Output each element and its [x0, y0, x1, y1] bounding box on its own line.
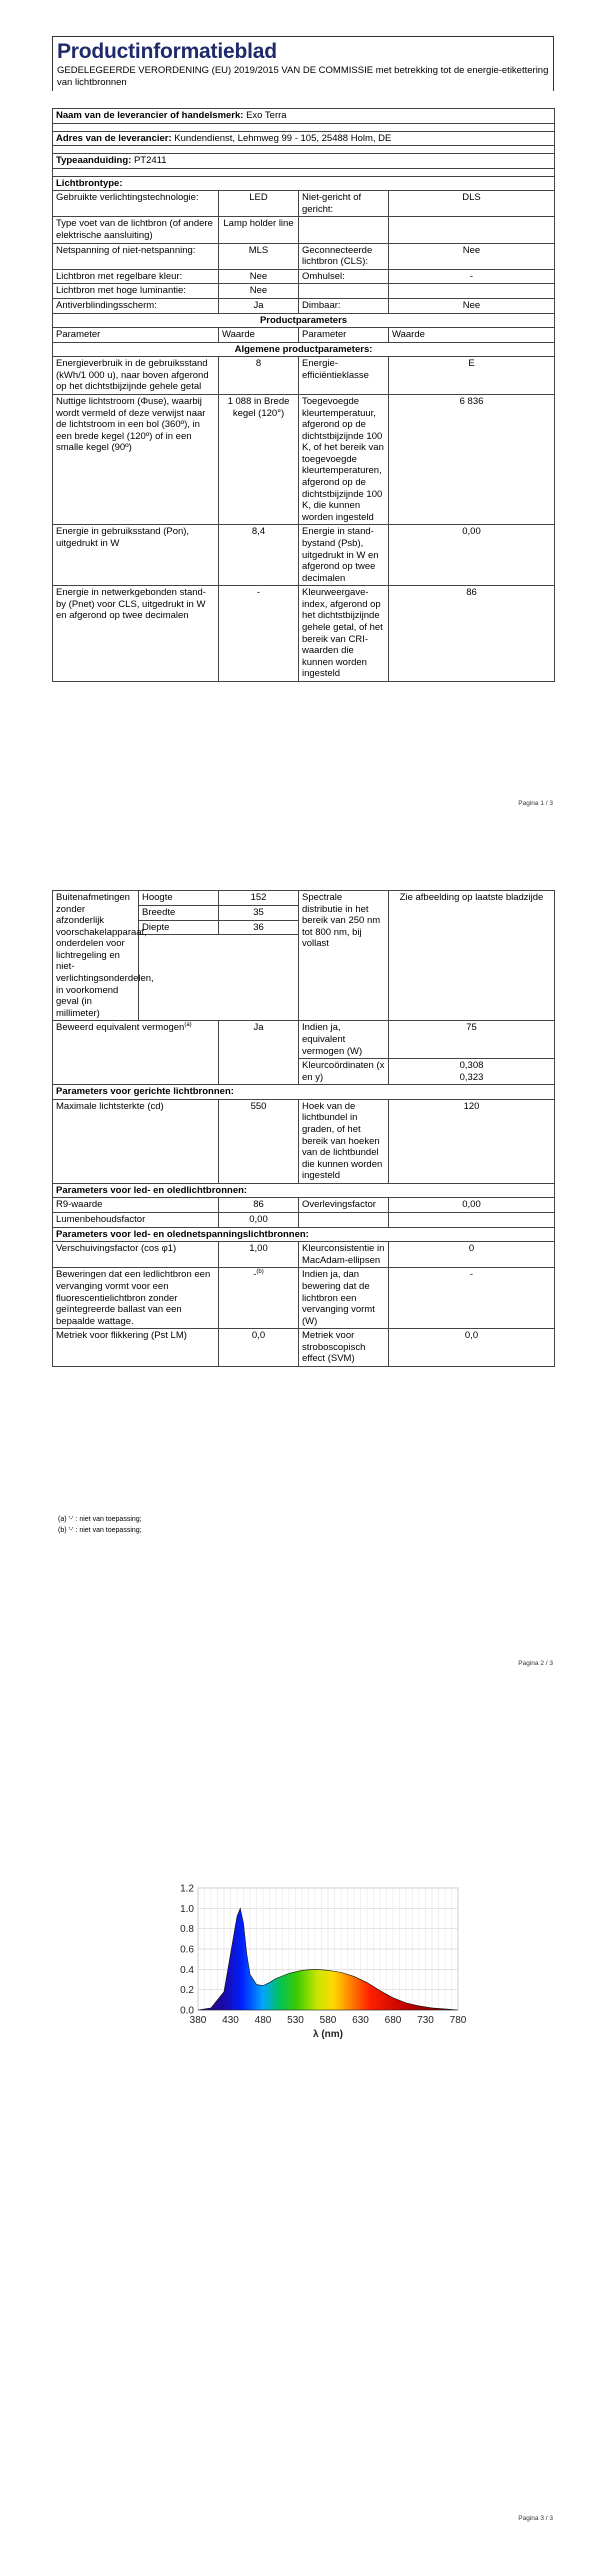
column-header: Parameter	[53, 328, 219, 343]
param-label: R9-waarde	[53, 1198, 219, 1213]
spectrum-chart-svg	[168, 1880, 468, 2040]
y-tick-label: 0.8	[180, 1924, 194, 1936]
led-heading: Parameters voor led- en oledlichtbronnen:	[53, 1183, 555, 1198]
page-3	[0, 1710, 603, 2560]
param-value: -	[389, 1268, 555, 1329]
x-tick-label: 680	[384, 2015, 402, 2026]
x-tick-label: 780	[449, 2015, 467, 2026]
param-value: 120	[389, 1099, 555, 1183]
type-label: Gebruikte verlichtingstechnologie:	[53, 191, 219, 217]
x-tick-label: 530	[287, 2015, 304, 2026]
param-value: 1 088 in Brede kegel (120°)	[219, 394, 299, 524]
x-tick-label: 580	[319, 2015, 337, 2026]
footnote: (b) '-' : niet van toepassing;	[58, 1526, 142, 1534]
height-value: 152	[219, 891, 299, 906]
param-label: Kleurweergave-index, afgerond op het dichtstbijzijnde gehele getal, of het bereik van CRI-waarden die kunnen worden ingesteld	[299, 586, 389, 682]
light-source-type-row	[53, 176, 555, 191]
type-value: DLS	[389, 191, 555, 217]
type-label: Lichtbron met regelbare kleur:	[53, 269, 219, 284]
y-tick-label: 1.2	[180, 1883, 194, 1895]
supplier-table	[52, 108, 555, 682]
type-row	[53, 269, 555, 284]
param-value: 0,0	[389, 1329, 555, 1367]
type-value: Nee	[219, 269, 299, 284]
param-value: 550	[219, 1099, 299, 1183]
page-2	[0, 860, 603, 1710]
param-row	[53, 394, 555, 524]
y-tick-label: 0.6	[180, 1944, 194, 1956]
type-value	[389, 217, 555, 243]
width-label: Breedte	[139, 905, 219, 920]
directional-heading: Parameters voor gerichte lichtbronnen:	[53, 1085, 555, 1100]
x-tick-label: 380	[189, 2015, 207, 2026]
param-label: Maximale lichtsterkte (cd)	[53, 1099, 219, 1183]
dimensions-row	[53, 891, 555, 906]
supplier-value: Exo Terra	[246, 110, 287, 121]
param-value: 0,00	[389, 525, 555, 586]
type-value: Nee	[389, 298, 555, 313]
supplier-label: Naam van de leverancier of handelsmerk:	[56, 110, 244, 121]
x-tick-label: 630	[352, 2015, 369, 2026]
spacer-row	[53, 123, 555, 131]
param-value: E	[389, 357, 555, 395]
dimensions-label: Buitenafmetingen zonder afzonderlijk voorschakelapparaat, onderdelen voor lichtregeling en niet-verlichtingsonderdelen, in voorkomend geval (in millimeter)	[53, 891, 139, 1021]
type-value: Lamp holder line	[219, 217, 299, 243]
equivalent-power-value: 75	[389, 1021, 555, 1059]
y-tick-label: 0.0	[180, 2005, 194, 2017]
param-value: 8,4	[219, 525, 299, 586]
param-value: 86	[219, 1198, 299, 1213]
footnotes	[58, 1515, 142, 1536]
param-value: 1,00	[219, 1242, 299, 1268]
address-row	[53, 131, 555, 146]
spectrum-chart	[168, 1880, 468, 2043]
param-value: 0,00	[219, 1213, 299, 1228]
footnote: (a) '-' : niet van toepassing;	[58, 1516, 142, 1523]
param-value	[389, 1213, 555, 1228]
param-label: Beweringen dat een ledlichtbron een vervanging vormt voor een fluorescentielichtbron zonder geïntegreerde ballast van een bepaalde wattage.	[53, 1268, 219, 1329]
param-label: Toegevoegde kleurtemperatuur, afgerond op de dichtstbijzijnde 100 K, of het bereik van toegevoegde kleurtemperaturen, afgerond op de dichtstbijzijnde 100 K, die kunnen worden ingesteld	[299, 394, 389, 524]
equivalent-row: Beweerd equivalent vermogen$^{(a)}$ Ja Indien ja, equivalent vermogen (W) 75	[53, 1021, 555, 1059]
product-params-heading-row	[53, 313, 555, 328]
type-value: Ja	[219, 298, 299, 313]
led-row	[53, 1213, 555, 1228]
regulation-subtitle: GEDELEGEERDE VERORDENING (EU) 2019/2015 VAN DE COMMISSIE met betrekking tot de energie-etikettering van lichtbronnen	[57, 65, 549, 89]
param-row	[53, 357, 555, 395]
led-heading-row	[53, 1183, 555, 1198]
type-label: Type voet van de lichtbron (of andere elektrische aansluiting)	[53, 217, 219, 243]
spacer-row	[53, 146, 555, 154]
width-value: 35	[219, 905, 299, 920]
type-value	[389, 284, 555, 299]
y-tick-label: 1.0	[180, 1903, 194, 1915]
param-label: Energie in gebruiksstand (Pon), uitgedrukt in W	[53, 525, 219, 586]
param-label	[299, 1213, 389, 1228]
params-table-continued	[52, 890, 555, 1367]
spectral-value: Zie afbeelding op laatste bladzijde	[389, 891, 555, 1021]
param-value: 0	[389, 1242, 555, 1268]
spacer-row	[53, 168, 555, 176]
param-label: Energie-efficiëntieklasse	[299, 357, 389, 395]
address-value: Kundendienst, Lehmweg 99 - 105, 25488 Holm, DE	[174, 132, 392, 144]
depth-label: Diepte	[139, 920, 219, 935]
param-label: Nuttige lichtstroom (Φuse), waarbij wordt vermeld of deze verwijst naar de lichtstroom in een bol (360º), in een brede kegel (120º) of in een smalle kegel (90º)	[53, 394, 219, 524]
led-mains-heading-row	[53, 1227, 555, 1242]
address-label: Adres van de leverancier:	[56, 132, 172, 144]
param-label: Energieverbruik in de gebruiksstand (kWh/1 000 u), naar boven afgerond op het dichtstbijzijnde gehele getal	[53, 357, 219, 395]
param-row	[53, 586, 555, 682]
height-label: Hoogte	[139, 891, 219, 906]
type-label: Lichtbron met hoge luminantie:	[53, 284, 219, 299]
type-label	[299, 217, 389, 243]
x-tick-label: 480	[254, 2015, 272, 2026]
column-header-row	[53, 328, 555, 343]
equivalent-power-label: Indien ja, equivalent vermogen (W)	[299, 1021, 389, 1059]
param-row	[53, 525, 555, 586]
param-label: Indien ja, dan bewering dat de lichtbron een vervanging vormt (W)	[299, 1268, 389, 1329]
type-value: Nee	[389, 243, 555, 269]
x-axis-label: λ (nm)	[313, 2029, 343, 2040]
spectral-label: Spectrale distributie in het bereik van 250 nm tot 800 nm, bij vollast	[299, 891, 389, 1021]
page-number: Pagina 2 / 3	[518, 1660, 553, 1667]
type-label: Niet-gericht of gericht:	[299, 191, 389, 217]
type-row	[53, 191, 555, 217]
led-mains-row	[53, 1242, 555, 1268]
column-header: Parameter	[299, 328, 389, 343]
y-tick-label: 0.4	[180, 1964, 194, 1976]
param-label: Metriek voor flikkering (Pst LM)	[53, 1329, 219, 1367]
param-label: Metriek voor stroboscopisch effect (SVM)	[299, 1329, 389, 1367]
param-label: Lumenbehoudsfactor	[53, 1213, 219, 1228]
type-value: Nee	[219, 284, 299, 299]
page-number: Pagina 1 / 3	[518, 800, 553, 807]
type-label: Omhulsel:	[299, 269, 389, 284]
page-number: Pagina 3 / 3	[518, 2515, 553, 2522]
type-label: Dimbaar:	[299, 298, 389, 313]
led-mains-heading: Parameters voor led- en olednetspanningslichtbronnen:	[53, 1227, 555, 1242]
type-row	[53, 243, 555, 269]
model-label: Typeaanduiding:	[56, 155, 132, 167]
chromaticity-x: 0,308	[459, 1060, 484, 1072]
column-header: Waarde	[219, 328, 299, 343]
led-row	[53, 1198, 555, 1213]
param-value: 8	[219, 357, 299, 395]
param-value: -	[253, 1269, 257, 1281]
chromaticity-label: Kleurcoördinaten (x en y)	[299, 1059, 389, 1085]
column-header: Waarde	[389, 328, 555, 343]
directional-heading-row	[53, 1085, 555, 1100]
model-value: PT2411	[133, 155, 167, 167]
type-row	[53, 298, 555, 313]
x-tick-label: 730	[417, 2015, 434, 2026]
led-mains-row	[53, 1329, 555, 1367]
param-label: Overlevingsfactor	[299, 1198, 389, 1213]
light-source-type-label: Lichtbrontype:	[53, 176, 555, 191]
param-value: -	[219, 586, 299, 682]
param-value: 0,0	[219, 1329, 299, 1367]
type-value: LED	[219, 191, 299, 217]
type-label	[299, 284, 389, 299]
param-value: 6 836	[389, 394, 555, 524]
type-value: MLS	[219, 243, 299, 269]
depth-value: 36	[219, 920, 299, 935]
page-title: Productinformatieblad	[57, 40, 277, 63]
param-label: Energie in netwerkgebonden stand-by (Pnet) voor CLS, uitgedrukt in W en afgerond op twee decimalen	[53, 586, 219, 682]
product-params-heading: Productparameters	[53, 313, 555, 328]
header-block	[52, 36, 554, 91]
led-mains-row: Beweringen dat een ledlichtbron een vervanging vormt voor een fluorescentielichtbron zonder geïntegreerde ballast van een bepaalde wattage. -$^{(b)}$ Indien ja, dan bewering dat de lichtbron een vervanging vormt (W) -	[53, 1268, 555, 1329]
general-params-heading: Algemene productparameters:	[53, 342, 555, 357]
general-heading-row	[53, 342, 555, 357]
param-label: Verschuivingsfactor (cos φ1)	[53, 1242, 219, 1268]
type-row	[53, 284, 555, 299]
equivalent-value: Ja	[219, 1021, 299, 1085]
type-row	[53, 217, 555, 243]
param-value: 86	[389, 586, 555, 682]
param-value: 0,00	[389, 1198, 555, 1213]
type-value: -	[389, 269, 555, 284]
equivalent-label: Beweerd equivalent vermogen	[56, 1022, 185, 1034]
param-label: Energie in stand-bystand (Psb), uitgedrukt in W en afgerond op twee decimalen	[299, 525, 389, 586]
param-label: Kleurconsistentie in MacAdam-ellipsen	[299, 1242, 389, 1268]
type-label: Netspanning of niet-netspanning:	[53, 243, 219, 269]
supplier-row	[53, 109, 555, 124]
chromaticity-y: 0,323	[459, 1071, 484, 1083]
x-tick-label: 430	[222, 2015, 239, 2026]
page-1	[0, 0, 603, 860]
type-label: Geconnecteerde lichtbron (CLS):	[299, 243, 389, 269]
directional-row	[53, 1099, 555, 1183]
type-label: Antiverblindingsscherm:	[53, 298, 219, 313]
y-tick-label: 0.2	[180, 1985, 194, 1997]
param-label: Hoek van de lichtbundel in graden, of het bereik van hoeken van de lichtbundel die kunnen worden ingesteld	[299, 1099, 389, 1183]
model-row	[53, 154, 555, 169]
